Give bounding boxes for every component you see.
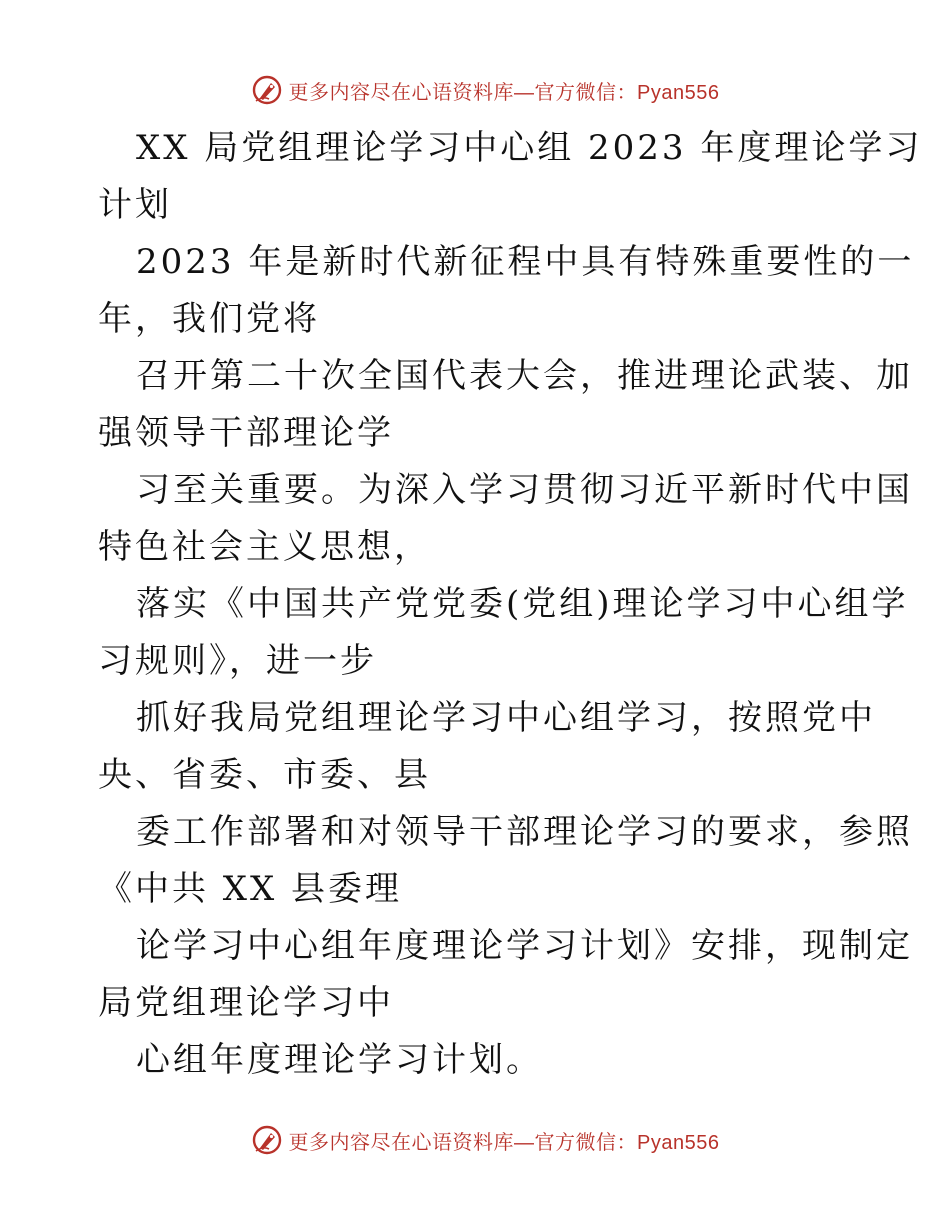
doc-line-6: 强领导干部理论学 xyxy=(98,413,394,453)
doc-line-5: 召开第二十次全国代表大会，推进理论武装、加 xyxy=(136,356,913,396)
header-watermark-text: 更多内容尽在心语资料库—官方微信：Pyan556 xyxy=(288,81,720,104)
doc-line-17: 心组年度理论学习计划。 xyxy=(136,1040,543,1080)
pen-nib-logo-icon xyxy=(251,74,283,106)
header-watermark-banner xyxy=(0,70,950,110)
doc-line-1: XX 局党组理论学习中心组 2023 年度理论学习 xyxy=(136,128,923,168)
footer-watermark-text: 更多内容尽在心语资料库—官方微信：Pyan556 xyxy=(288,1131,720,1154)
footer-watermark-group xyxy=(231,1124,720,1156)
doc-line-15: 论学习中心组年度理论学习计划》安排，现制定 xyxy=(136,926,913,966)
footer-watermark-banner xyxy=(0,1120,950,1160)
doc-line-7: 习至关重要。为深入学习贯彻习近平新时代中国 xyxy=(136,470,913,510)
doc-line-11: 抓好我局党组理论学习中心组学习，按照党中 xyxy=(136,698,876,738)
doc-line-4: 年，我们党将 xyxy=(98,299,320,339)
doc-line-8: 特色社会主义思想， xyxy=(98,527,431,567)
doc-line-3: 2023 年是新时代新征程中具有特殊重要性的一 xyxy=(136,242,915,282)
doc-line-10: 习规则》，进一步 xyxy=(98,641,377,681)
pen-nib-logo-icon xyxy=(251,1124,283,1156)
doc-line-12: 央、省委、市委、县 xyxy=(98,755,431,795)
doc-line-14: 《中共 XX 县委理 xyxy=(98,869,403,909)
document-body xyxy=(98,120,923,1089)
doc-line-9: 落实《中国共产党党委(党组)理论学习中心组学 xyxy=(136,584,909,624)
doc-line-16: 局党组理论学习中 xyxy=(98,983,394,1023)
doc-line-2: 计划 xyxy=(98,185,172,225)
doc-line-13: 委工作部署和对领导干部理论学习的要求，参照 xyxy=(136,812,913,852)
header-watermark-group xyxy=(231,74,720,106)
